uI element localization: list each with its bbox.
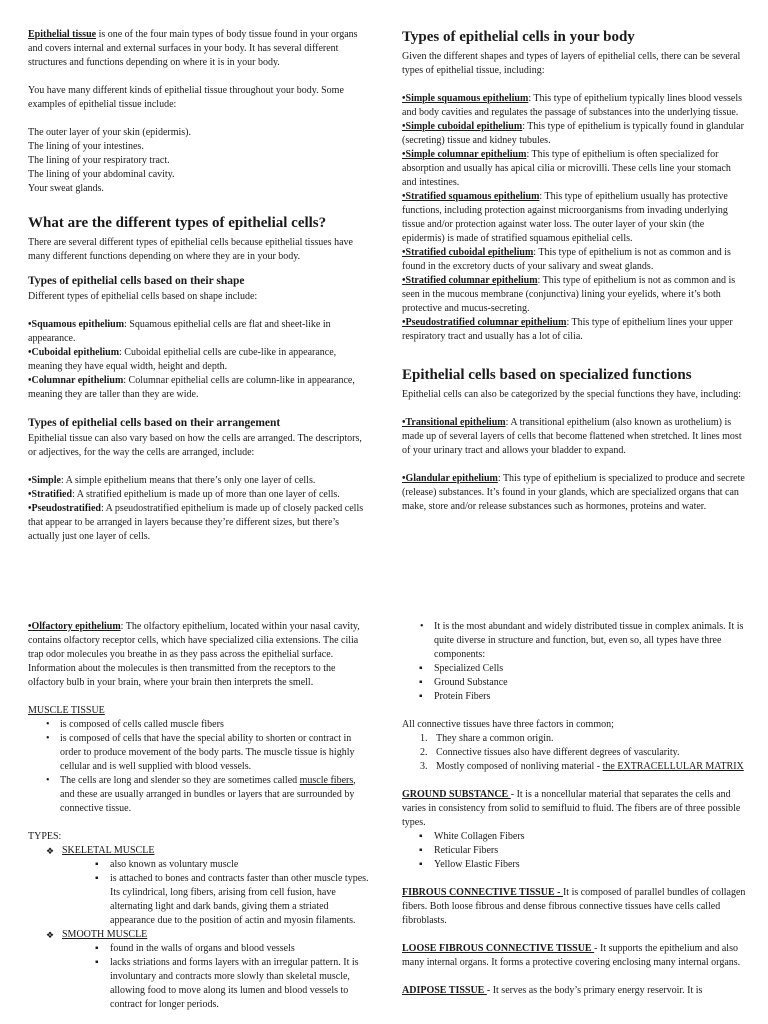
list-item: •Stratified columnar epithelium: This type of epithelium is not as common and is seen in the mucous membrane (conjunctiva) lining your eyelids, where it’s both protective and mucus-secreting.: [402, 275, 736, 314]
list-item: ▪ Reticular Fibers: [402, 844, 746, 858]
muscle-types-list: [28, 844, 370, 1012]
list-item: • is composed of cells that have the special ability to shorten or contract in order to produce movement of the body parts. The muscle tissue is highly cellular and is well supplied with blood vessels.: [28, 732, 370, 774]
muscle-list: [28, 718, 370, 816]
intro-paragraph: Epithelial tissue is one of the four main types of body tissue found in your organs and covers internal and external surfaces in your body. It has several different structures and functions depending on where it is in your body.: [28, 29, 358, 68]
list-item: ▪ lacks striations and forms layers with an irregular pattern. It is involuntary and contracts more slowly than skeletal muscle, allowing food to move along its lumen and blood vessels to contract for longer periods.: [78, 956, 370, 1012]
heading-shape: Types of epithelial cells based on their shape: [28, 275, 245, 287]
list-item: ▪ Protein Fibers: [402, 690, 746, 704]
list-item: •Simple: A simple epithelium means that there’s only one layer of cells.: [28, 475, 316, 486]
fibrous-paragraph: FIBROUS CONNECTIVE TISSUE - It is composed of parallel bundles of collagen fibers. Both loose fibrous and dense fibrous connective tissues have cells called fibroblasts.: [402, 887, 746, 926]
types-label: TYPES:: [28, 831, 62, 842]
list-item: [28, 844, 370, 928]
list-item: •Columnar epithelium: Columnar epithelial cells are column-like in appearance, meaning they are taller than they are wide.: [28, 375, 355, 400]
list-item: The lining of your abdominal cavity.: [28, 169, 175, 180]
arrangement-list: [28, 474, 370, 544]
intro-term: Epithelial tissue: [28, 29, 97, 40]
common-intro: All connective tissues have three factors in common;: [402, 719, 614, 730]
examples-list: [28, 126, 370, 196]
smooth-list: [78, 942, 370, 1012]
list-item: •Cuboidal epithelium: Cuboidal epithelial cells are cube-like in appearance, meaning they have equal width, height and depth.: [28, 347, 337, 372]
heading-cell-types: What are the different types of epithelial cells?: [28, 215, 327, 231]
heading-specialized: Epithelial cells based on specialized functions: [402, 367, 692, 383]
diamond-bullet-icon: ❖: [46, 930, 55, 940]
cell-types-intro: There are several different types of epithelial cells because epithelial tissues have many different functions depending on where they are in your body.: [28, 237, 353, 262]
list-item: •Stratified cuboidal epithelium: This type of epithelium is not as common and is found in the excretory ducts of your salivary and sweat glands.: [402, 247, 731, 272]
list-item: 2. Connective tissues also have different degrees of vascularity.: [420, 747, 680, 758]
arrangement-intro: Epithelial tissue can also vary based on how the cells are arranged. The descriptors, or adjectives, for the way the cells are arranged, include:: [28, 433, 362, 458]
glandular-paragraph: •Glandular epithelium: This type of epithelium is specialized to produce and secrete (release) substances. It’s found in your glands, which are specialized organs that can make, store and/or release substances such as hormones, proteins and water.: [402, 473, 745, 512]
bottom-left-column: [28, 620, 370, 1012]
heading-types-in-body: Types of epithelial cells in your body: [402, 29, 635, 45]
heading-arrangement: Types of epithelial cells based on their arrangement: [28, 417, 281, 429]
shape-list: [28, 318, 370, 402]
list-item: ▪ found in the walls of organs and blood vessels: [78, 942, 370, 956]
list-item: The outer layer of your skin (epidermis).: [28, 127, 192, 138]
list-item: •Stratified squamous epithelium: This type of epithelium usually has protective functions, including protection against microorganisms from invading underlying tissue and/or protection against water loss. The outer layer of your skin (the epidermis) is made of stratified squamous epithelial cells.: [402, 191, 728, 244]
list-item: • The cells are long and slender so they are sometimes called muscle fibers, and these are usually arranged in bundles or layers that are surrounded by connective tissue.: [28, 774, 370, 816]
list-item: •Simple squamous epithelium: This type of epithelium typically lines blood vessels and body cavities and regulates the passage of substances into the underlying tissue.: [402, 93, 742, 118]
top-right-column: [402, 28, 746, 528]
list-item: The lining of your intestines.: [28, 141, 144, 152]
list-item: •Simple cuboidal epithelium: This type of epithelium is typically found in glandular (secreting) tissue and kidney tubules.: [402, 121, 744, 146]
list-item: •Simple columnar epithelium: This type of epithelium is often specialized for absorption and usually has apical cilia or microvilli. These cells line your stomach and intestines.: [402, 149, 731, 188]
skeletal-list: [78, 858, 370, 928]
shape-intro: Different types of epithelial cells based on shape include:: [28, 291, 258, 302]
transitional-paragraph: •Transitional epithelium: A transitional epithelium (also known as urothelium) is made up of several layers of cells that become flattened when stretched. It lines most of your urinary tract and allows your bladder to expand.: [402, 417, 742, 456]
list-item: •Pseudostratified columnar epithelium: This type of epithelium lines your upper respiratory tract and usually has a lot of cilia.: [402, 317, 733, 342]
list-item: ▪ is attached to bones and contracts faster than other muscle types. Its cylindrical, long fibers, arising from cell fusion, have alternating light and dark bands, giving them a striated appearance due to the position of actin and myosin filaments.: [78, 872, 370, 928]
list-item: •Pseudostratified: A pseudostratified epithelium is made up of closely packed cells that appear to be arranged in layers because they’re different sizes, but there’s actually just one layer of cells.: [28, 503, 364, 542]
list-item: Your sweat glands.: [28, 183, 104, 194]
list-item: ▪ Ground Substance: [402, 676, 746, 690]
top-left-column: [28, 28, 370, 544]
specialized-intro: Epithelial cells can also be categorized by the special functions they have, including:: [402, 389, 742, 400]
heading-muscle-tissue: MUSCLE TISSUE: [28, 705, 105, 716]
list-item: 3. Mostly composed of nonliving material - the EXTRACELLULAR MATRIX: [420, 761, 744, 772]
list-item: • It is the most abundant and widely distributed tissue in complex animals. It is quite diverse in structure and function, but, even so, all types have three components:: [402, 620, 746, 662]
olfactory-paragraph: •Olfactory epithelium: The olfactory epithelium, located within your nasal cavity, contains olfactory receptor cells, which have specialized cilia extensions. The cilia trap odor molecules you breathe in as they pass across the epithelial surface. Information about the molecules is then transmitted from the receptors to the olfactory bulb in your brain, where your brain then interprets the smell.: [28, 621, 360, 688]
smooth-muscle-label: SMOOTH MUSCLE: [62, 929, 148, 940]
loose-fibrous-paragraph: LOOSE FIBROUS CONNECTIVE TISSUE - It supports the epithelium and also many internal organs. It forms a protective covering enclosing many internal organs.: [402, 943, 741, 968]
types-body-intro: Given the different shapes and types of layers of epithelial cells, there can be several types of epithelial tissue, including:: [402, 51, 741, 76]
connective-intro-list: [402, 620, 746, 662]
components-list: [402, 662, 746, 704]
diamond-bullet-icon: ❖: [46, 846, 55, 856]
list-item: ▪ Specialized Cells: [402, 662, 746, 676]
list-item: The lining of your respiratory tract.: [28, 155, 170, 166]
list-item: •Stratified: A stratified epithelium is made up of more than one layer of cells.: [28, 489, 340, 500]
ground-substance-paragraph: GROUND SUBSTANCE - It is a noncellular material that separates the cells and varies in consistency from solid to semifluid to fluid. The fibers are of three possible types.: [402, 789, 741, 828]
list-item: ▪ White Collagen Fibers: [402, 830, 746, 844]
list-item: ▪ Yellow Elastic Fibers: [402, 858, 746, 872]
examples-intro: You have many different kinds of epithelial tissue throughout your body. Some examples of epithelial tissue include:: [28, 85, 344, 110]
types-body-list: [402, 92, 746, 344]
common-factors-list: [402, 732, 746, 774]
bottom-right-column: [402, 620, 746, 1012]
adipose-paragraph: ADIPOSE TISSUE - It serves as the body’s primary energy reservoir. It is: [402, 985, 703, 996]
fibers-list: [402, 830, 746, 872]
list-item: •Squamous epithelium: Squamous epithelial cells are flat and sheet-like in appearance.: [28, 319, 331, 344]
list-item: 1. They share a common origin.: [420, 733, 554, 744]
skeletal-muscle-label: SKELETAL MUSCLE: [62, 845, 155, 856]
list-item: ▪ also known as voluntary muscle: [78, 858, 370, 872]
list-item: [28, 928, 370, 1012]
list-item: • is composed of cells called muscle fibers: [28, 718, 370, 732]
